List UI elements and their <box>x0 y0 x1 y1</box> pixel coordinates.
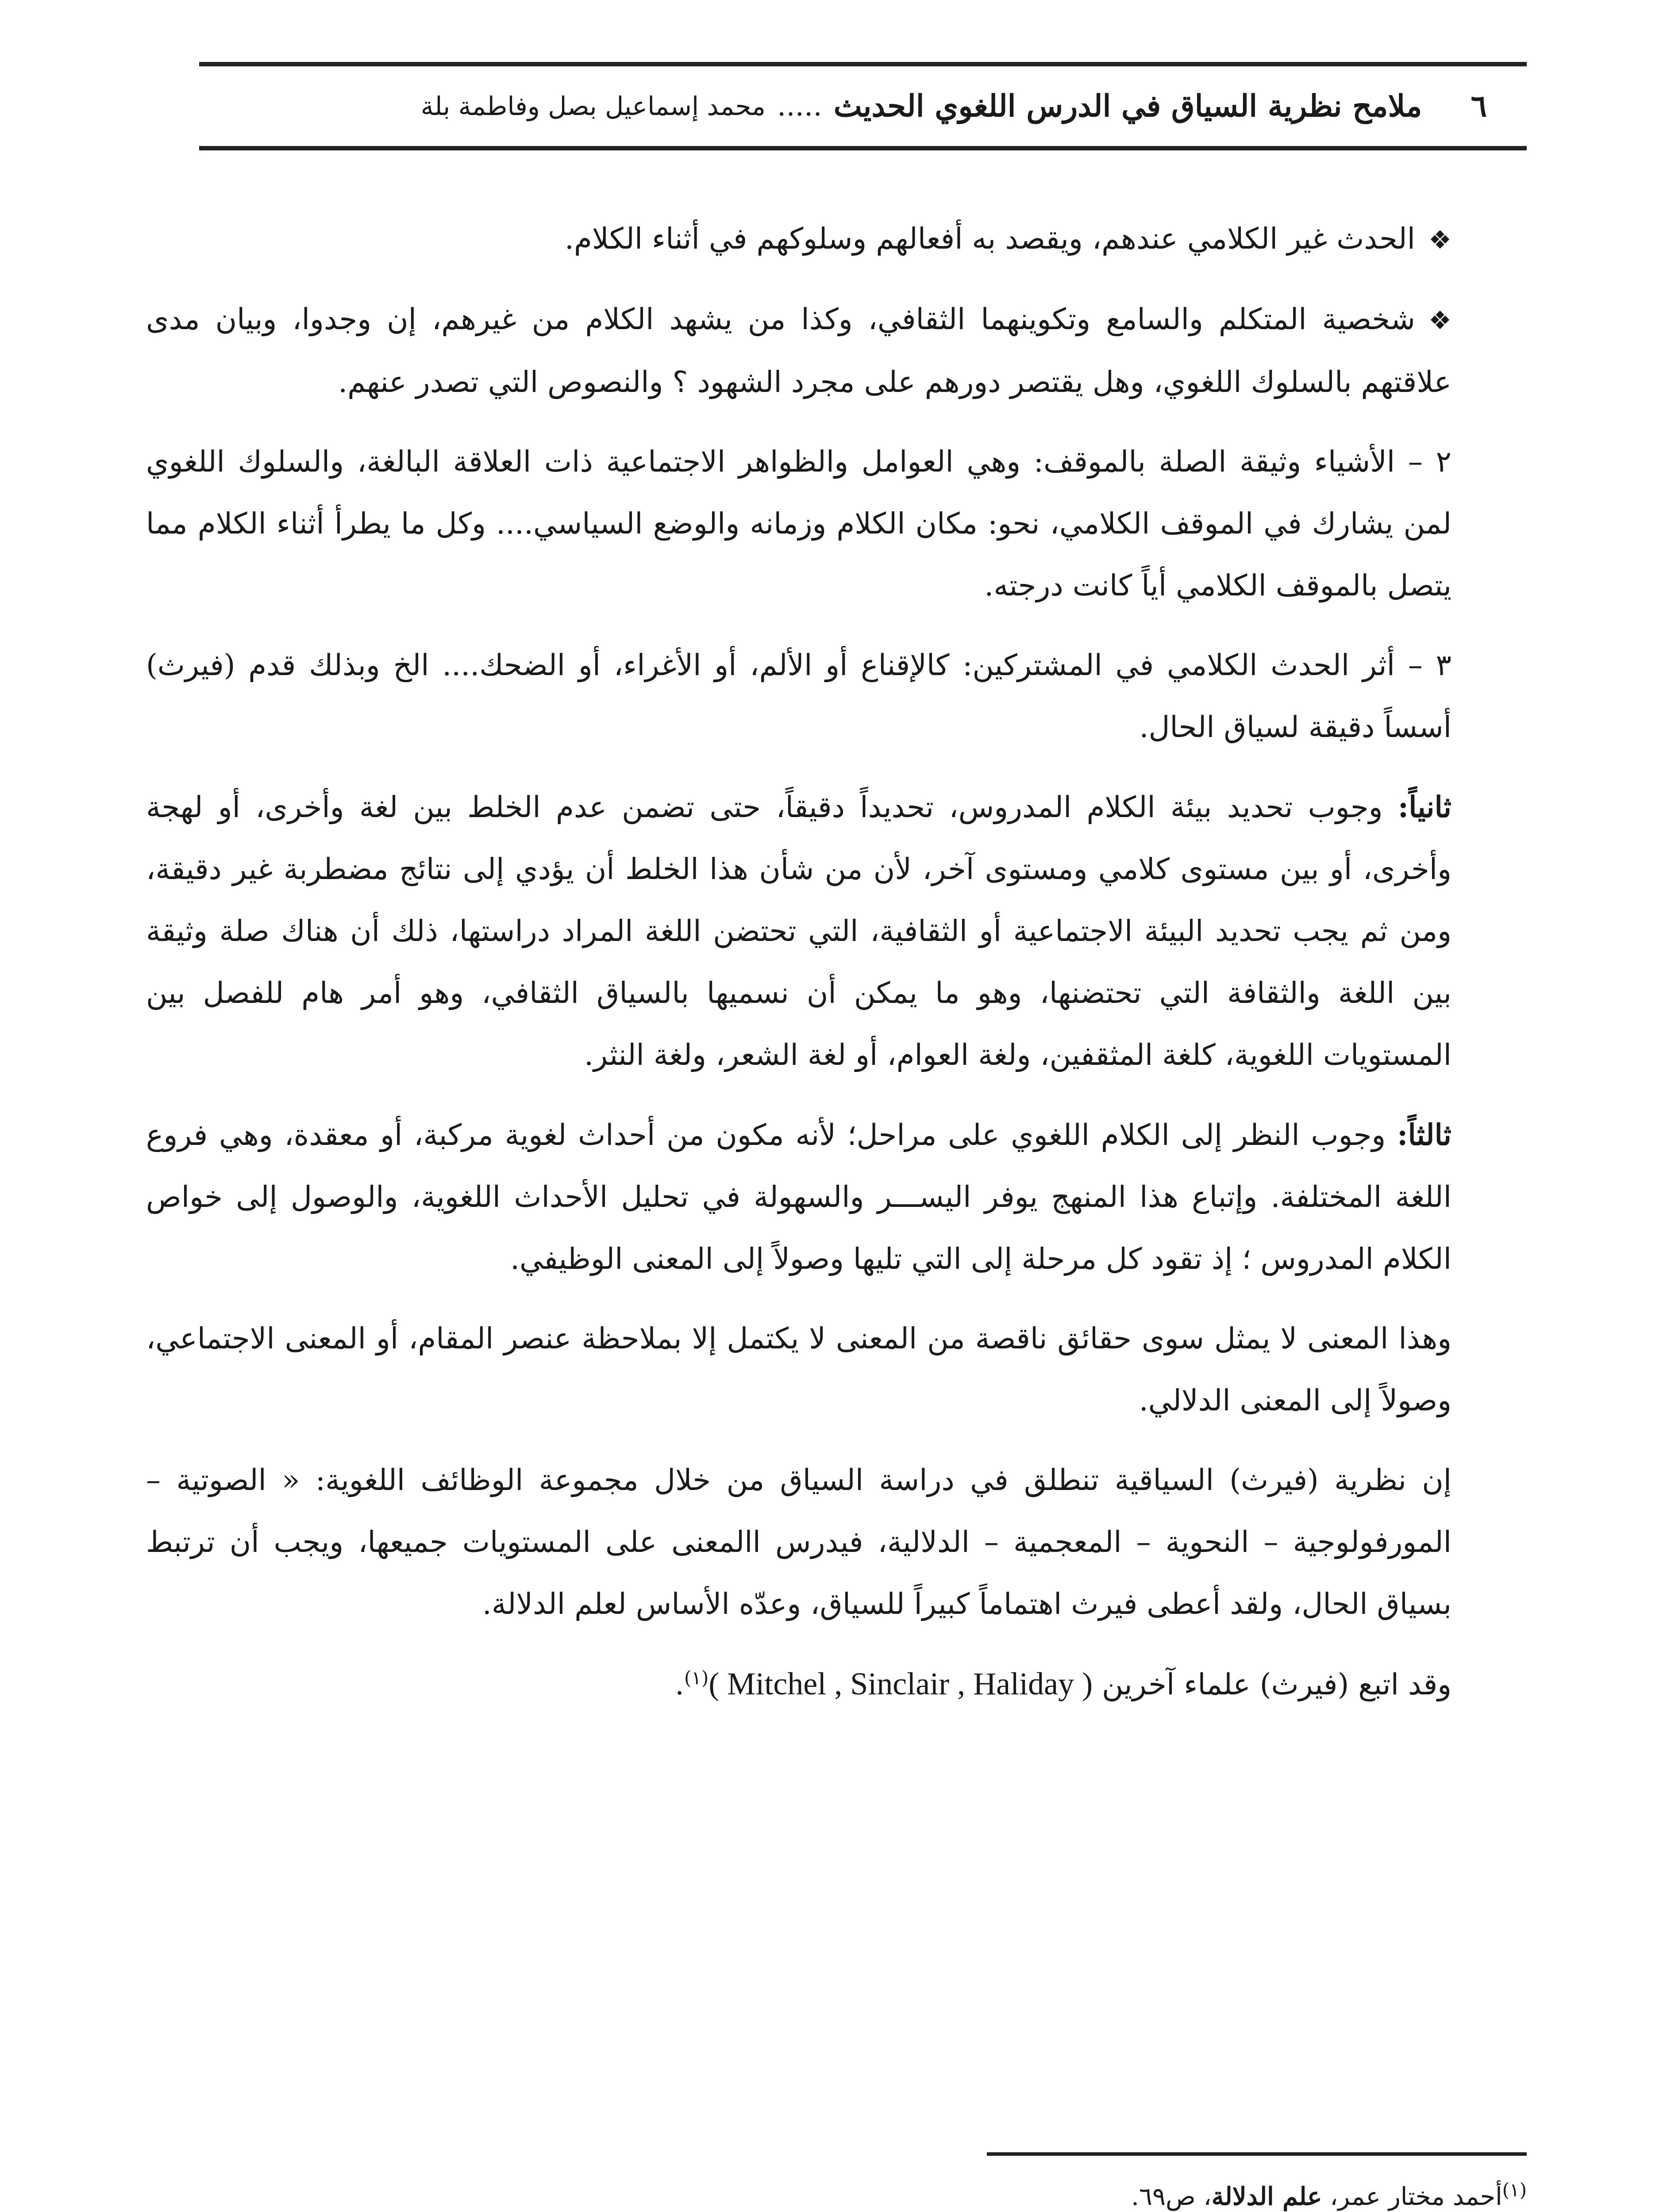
paragraph-text: وجوب تحديد بيئة الكلام المدروس، تحديداً دقيقاً، حتى تضمن عدم الخلط بين لغة وأخرى، أو لهجة وأخرى، أو بين مستوى كلامي ومستوى آخر، لأن من شأن هذا الخلط أن يؤدي إلى نتائج مضطربة غير دقيقة، ومن ثم يجب تحديد البيئة الاجتماعية أو الثقافية، التي تحتضن اللغة المراد دراستها، ذلك أن هناك صلة وثيقة بين اللغة والثقافة التي تحتضنها، وهو ما يمكن أن نسميها بالسياق الثقافي، وهو أمر هام للفصل بين المستويات اللغوية، كلغة المثقفين، ولغة العوام، أو لغة الشعر، ولغة النثر. <box>146 790 1452 1072</box>
bullet-paragraph <box>146 208 1527 271</box>
numbered-paragraph <box>146 431 1527 617</box>
title-separator: ..... <box>777 90 822 123</box>
running-title: ملامح نظرية السياق في الدرس اللغوي الحديث <box>833 88 1422 124</box>
section-third <box>146 1104 1527 1290</box>
footnote-book: علم الدلالة <box>1211 2182 1322 2211</box>
numbered-paragraph <box>146 634 1527 758</box>
bullet-text: شخصية المتكلم والسامع وتكوينهما الثقافي، وكذا من يشهد الكلام من غيرهم، إن وجدوا، وبيان مدى علاقتهم بالسلوك اللغوي، وهل يقتصر دورهم على مجرد الشهود ؟ والنصوص التي تصدر عنهم. <box>146 302 1452 399</box>
paragraph-text: وقد اتبع (فيرث) علماء آخرين <box>1093 1667 1452 1701</box>
footnote <box>708 2177 1527 2212</box>
page-number: ٦ <box>1471 88 1487 124</box>
footnote-marker: (١) <box>1502 2179 1527 2201</box>
bullet-icon: ❖ <box>1428 305 1452 335</box>
paragraph-text: ٢ – الأشياء وثيقة الصلة بالموقف: وهي العوامل والظواهر الاجتماعية ذات العلاقة البالغة، والسلوك اللغوي لمن يشارك في الموقف الكلامي، نحو: مكان الكلام وزمانه والوضع السياسي.... وكل ما يطرأ أثناء الكلام مما يتصل بالموقف الكلامي أياً كانت درجته. <box>146 445 1452 603</box>
section-lead: ثالثاً: <box>1397 1118 1452 1152</box>
paragraph <box>146 1449 1527 1635</box>
footnote-reference[interactable]: (١) <box>684 1667 709 1689</box>
running-authors: محمد إسماعيل بصل وفاطمة بلة <box>420 91 766 121</box>
paragraph-end: . <box>674 1667 684 1701</box>
paragraph <box>146 1653 1527 1716</box>
footnote-author: أحمد مختار عمر، <box>1322 2182 1502 2211</box>
bullet-text: الحدث غير الكلامي عندهم، ويقصد به أفعالهم وسلوكهم في أثناء الكلام. <box>565 222 1415 256</box>
paragraph-text: وهذا المعنى لا يمثل سوى حقائق ناقصة من المعنى لا يكتمل إلا بملاحظة عنصر المقام، أو المعنى الاجتماعي، وصولاً إلى المعنى الدلالي. <box>146 1321 1452 1417</box>
paragraph-text: إن نظرية (فيرث) السياقية تنطلق في دراسة السياق من خلال مجموعة الوظائف اللغوية: « الصوتية – المورفولوجية – النحوية – المعجمية – الدلالية، فيدرس االمعنى على المستويات جميعها، ويجب أن ترتبط بسياق الحال، ولقد أعطى فيرث اهتماماً كبيراً للسياق، وعدّه الأساس لعلم الدلالة. <box>146 1463 1452 1621</box>
section-lead: ثانياً: <box>1398 790 1452 824</box>
paragraph <box>146 1308 1527 1432</box>
page-header <box>199 62 1527 150</box>
section-second <box>146 776 1527 1086</box>
footnote-page: ، ص٦٩. <box>1131 2182 1212 2211</box>
paragraph-text: ٣ – أثر الحدث الكلامي في المشتركين: كالإقناع أو الألم، أو الأغراء، أو الضحك.... الخ وبذلك قدم (فيرث) أسساً دقيقة لسياق الحال. <box>146 648 1452 744</box>
bullet-icon: ❖ <box>1428 225 1452 255</box>
paragraph-text: وجوب النظر إلى الكلام اللغوي على مراحل؛ لأنه مكون من أحداث لغوية مركبة، أو معقدة، وهي فروع اللغة المختلفة. وإتباع هذا المنهج يوفر اليســـر والسهولة في تحليل الأحداث اللغوية، والوصول إلى خواص الكلام المدروس ؛ إذ تقود كل مرحلة إلى التي تليها وصولاً إلى المعنى الوظيفي. <box>146 1118 1452 1276</box>
bullet-paragraph <box>146 288 1527 413</box>
footnote-divider <box>987 2152 1527 2156</box>
document-body <box>146 208 1527 1733</box>
latin-names: ( Mitchel , Sinclair , Haliday ) <box>708 1666 1093 1701</box>
